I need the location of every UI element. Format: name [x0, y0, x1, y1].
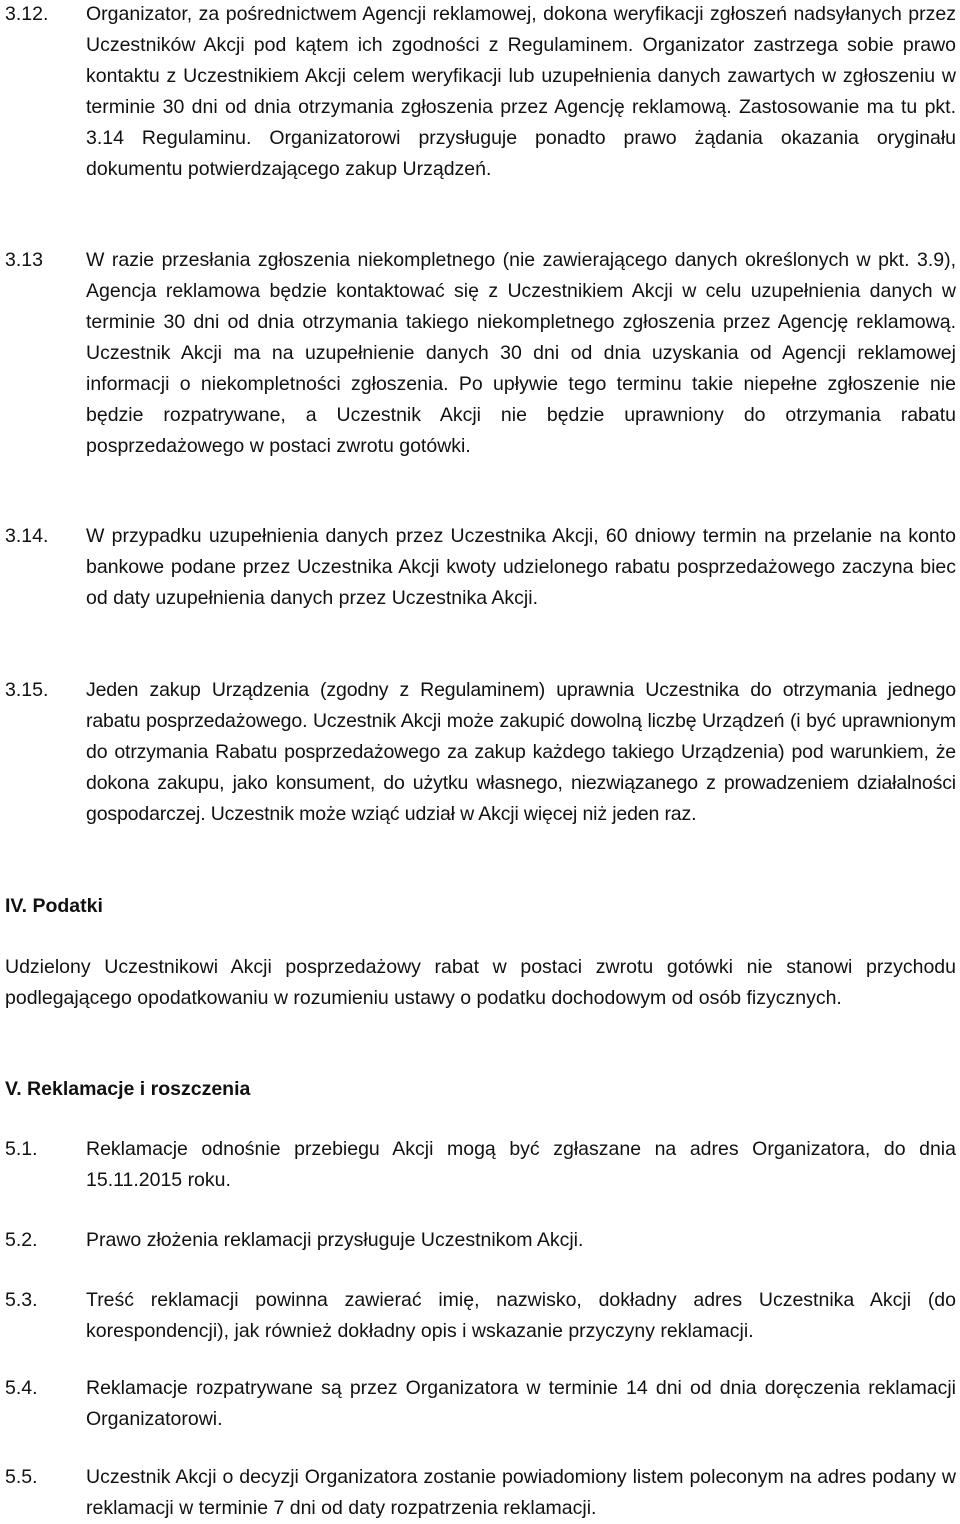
clause-number: 3.14.	[5, 525, 49, 547]
clause-text: Organizator, za pośrednictwem Agencji reklamowej, dokona weryfikacji zgłoszeń nadsyłanych przez Uczestników Akcji pod kątem ich zgodności z Regulaminem. Organizator zastrzega sobie prawo kontaktu z Uczestnikiem Akcji celem weryfikacji lub uzupełnienia danych zawartych w zgłoszeniu w terminie 30 dni od dnia otrzymania zgłoszenia przez Agencję reklamową. Zastosowanie ma tu pkt. 3.14 Regulaminu. Organizatorowi przysługuje ponadto prawo żądania okazania oryginału dokumentu potwierdzającego zakup Urządzeń.	[86, 3, 956, 180]
clause-number: 3.15.	[5, 679, 49, 701]
clause-number: 5.2.	[5, 1229, 38, 1251]
clause-number: 3.13	[5, 249, 43, 271]
clause-number: 3.12.	[5, 3, 49, 25]
clause-text: W przypadku uzupełnienia danych przez Uczestnika Akcji, 60 dniowy termin na przelanie na konto bankowe podane przez Uczestnika Akcji kwoty udzielonego rabatu posprzedażowego zaczyna biec od daty uzupełnienia danych przez Uczestnika Akcji.	[86, 525, 956, 609]
clause-text: Prawo złożenia reklamacji przysługuje Uczestnikom Akcji.	[86, 1229, 584, 1251]
clause-text: Reklamacje odnośnie przebiegu Akcji mogą być zgłaszane na adres Organizatora, do dnia 15.11.2015 roku.	[86, 1138, 956, 1191]
clause-number: 5.5.	[5, 1466, 38, 1488]
clause-text: Uczestnik Akcji o decyzji Organizatora zostanie powiadomiony listem poleconym na adres podany w reklamacji w terminie 7 dni od daty rozpatrzenia reklamacji.	[86, 1466, 956, 1519]
clause-text: Jeden zakup Urządzenia (zgodny z Regulaminem) uprawnia Uczestnika do otrzymania jednego rabatu posprzedażowego. Uczestnik Akcji może zakupić dowolną liczbę Urządzeń (i być uprawnionym do otrzymania Rabatu posprzedażowego za zakup każdego takiego Urządzenia) pod warunkiem, że dokona zakupu, jako konsument, do użytku własnego, niezwiązanego z prowadzeniem działalności gospodarczej. Uczestnik może wziąć udział w Akcji więcej niż jeden raz.	[86, 679, 956, 825]
clause-number: 5.3.	[5, 1289, 38, 1311]
section-heading-complaints: V. Reklamacje i roszczenia	[5, 1078, 251, 1100]
clause-number: 5.1.	[5, 1138, 38, 1160]
clause-text: Reklamacje rozpatrywane są przez Organizatora w terminie 14 dni od dnia doręczenia reklamacji Organizatorowi.	[86, 1377, 956, 1430]
clause-text: W razie przesłania zgłoszenia niekompletnego (nie zawierającego danych określonych w pkt. 3.9), Agencja reklamowa będzie kontaktować się z Uczestnikiem Akcji w celu uzupełnienia danych w terminie 30 dni od dnia otrzymania takiego niekompletnego zgłoszenia przez Agencję reklamową. Uczestnik Akcji ma na uzupełnienie danych 30 dni od dnia uzyskania od Agencji reklamowej informacji o niekompletności zgłoszenia. Po upływie tego terminu takie niepełne zgłoszenie nie będzie rozpatrywane, a Uczestnik Akcji nie będzie uprawniony do otrzymania rabatu posprzedażowego w postaci zwrotu gotówki.	[86, 249, 956, 457]
section-heading-taxes: IV. Podatki	[5, 895, 103, 917]
taxes-paragraph: Udzielony Uczestnikowi Akcji posprzedażowy rabat w postaci zwrotu gotówki nie stanowi przychodu podlegającego opodatkowaniu w rozumieniu ustawy o podatku dochodowym od osób fizycznych.	[5, 956, 956, 1009]
clause-number: 5.4.	[5, 1377, 38, 1399]
clause-text: Treść reklamacji powinna zawierać imię, nazwisko, dokładny adres Uczestnika Akcji (do korespondencji), jak również dokładny opis i wskazanie przyczyny reklamacji.	[86, 1289, 956, 1342]
